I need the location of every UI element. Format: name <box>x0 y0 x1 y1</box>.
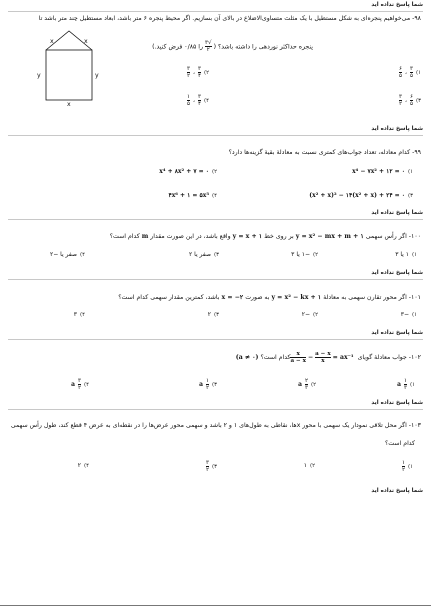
fraction <box>404 378 407 391</box>
fig-label-x-bottom: x <box>67 101 71 108</box>
frac-num: a − x <box>315 350 331 357</box>
option-number: ۱) <box>407 169 413 175</box>
fraction <box>399 66 402 79</box>
condition: (a ≠ ۰) <box>235 354 259 361</box>
frac-num: ۶ <box>399 66 403 72</box>
q102-text-a: ۱۰۲- جواب معادلهٔ گویای <box>357 354 421 361</box>
frac-den: a − x <box>290 357 306 364</box>
fraction <box>187 66 190 79</box>
frac-den: ۲ <box>187 73 191 79</box>
q103-option-2[interactable] <box>304 462 315 470</box>
q99-option-1[interactable] <box>352 168 413 176</box>
option-number: ۳) <box>407 193 413 199</box>
no-answer-label: شما پاسخ نداده اید <box>371 330 423 336</box>
q98-text-2a: پنجره حداکثر نوردهی را داشته باشد؟ ( <box>213 43 313 51</box>
option-number: ۴) <box>79 312 85 318</box>
frac-den: ۲ <box>77 385 81 391</box>
q101-option-2[interactable] <box>302 311 318 319</box>
frac-num: ۱ <box>401 460 405 466</box>
math-variable: a <box>71 380 75 388</box>
fraction <box>410 94 413 107</box>
option-number: ۲) <box>312 312 318 318</box>
q100-text-c: واقع باشد، در این صورت مقدار <box>150 233 231 240</box>
option-text: −۲ <box>301 311 310 318</box>
frac-num: ۳ <box>409 66 413 72</box>
option-number: ۱) <box>411 312 417 318</box>
math-variable: a <box>199 380 203 388</box>
frac-den: ۲ <box>401 467 405 473</box>
option-number: ۴) <box>203 97 209 104</box>
frac-den: x <box>321 357 325 364</box>
separator <box>8 219 423 220</box>
q101-text-a: ۱۰۱- اگر محور تقارن سهمی به معادلهٔ <box>323 294 421 301</box>
option-text: صفر یا ۲ <box>188 251 211 258</box>
frac-den: ۵ <box>187 101 191 107</box>
frac-num: ۲ <box>304 378 308 384</box>
math-expression: x⁴ − ۷x² + ۱۲ = ۰ <box>352 168 405 175</box>
q102-option-3[interactable] <box>199 378 217 391</box>
option-number: ۲) <box>309 463 315 469</box>
q98-text-2b: را ۰/۸۵ فرض کنید.) <box>152 43 204 51</box>
q102-option-2[interactable] <box>298 378 316 391</box>
frac-den: ۲ <box>399 101 403 107</box>
frac-num: ۳ <box>187 66 191 72</box>
math-variable: a <box>298 380 302 388</box>
option-number: ۲) <box>310 381 316 388</box>
frac-num: ۳ <box>77 378 81 384</box>
frac-num: ۶ <box>409 94 413 100</box>
math-expression: y = x² − mx + m + ۱ <box>295 233 364 240</box>
frac-num: ۳ <box>399 94 403 100</box>
frac-den: ۵ <box>409 101 413 107</box>
q100-text-a: ۱۰۰- اگر رأس سهمی <box>365 233 421 240</box>
page-footer-line <box>0 605 431 606</box>
no-answer-label: شما پاسخ نداده اید <box>371 210 423 216</box>
option-number: ۲) <box>203 69 209 76</box>
frac-num: ۳ <box>197 94 201 100</box>
frac-num: ۱ <box>187 94 191 100</box>
q99-option-2[interactable] <box>159 168 217 176</box>
option-text: ۳ <box>73 311 77 318</box>
q101-text <box>118 293 421 302</box>
fraction <box>410 66 413 79</box>
frac-num: x <box>296 350 300 357</box>
frac-num: ۱ <box>403 378 407 384</box>
math-variable: m <box>141 233 149 240</box>
fraction <box>290 351 306 364</box>
fraction <box>198 66 201 79</box>
option-number: ۳) <box>415 97 421 104</box>
option-number: ۱) <box>409 381 415 388</box>
q98-text: ۹۸- می‌خواهیم پنجره‌ای به شکل مستطیل با یک مثلث متساوی‌الاضلاع در بالای آن بسازیم. اگر محیط پنجره ۶ متر باشد، ابعاد مستطیل چند متر باشد تا <box>38 15 421 22</box>
no-answer-label: شما پاسخ نداده اید <box>371 400 423 406</box>
minus-sign: − <box>307 354 314 361</box>
frac-num: ۳ <box>197 66 201 72</box>
frac-den: ۲ <box>205 467 209 473</box>
fraction <box>198 94 201 107</box>
q98-option-4[interactable]: ۴) $\frac{۳}{۴}$ ، $\frac{۱}{۵}$ <box>187 94 209 107</box>
separator <box>8 279 423 280</box>
q99-option-4[interactable] <box>168 192 217 200</box>
fig-label-x-top-left: x <box>50 38 54 45</box>
option-number: ۱) <box>415 69 421 76</box>
frac-den: ۵ <box>409 73 413 79</box>
fig-label-x-top-right: x <box>84 38 88 45</box>
math-expression: y = x + ۱ <box>232 233 263 240</box>
option-number: ۲) <box>312 252 318 258</box>
fraction <box>315 351 331 364</box>
math-expression: y = x² − kx + ۱ <box>271 294 322 301</box>
option-number: ۱) <box>411 252 417 258</box>
fraction <box>402 460 405 473</box>
fig-label-y-right: y <box>95 72 99 79</box>
frac-num: ۳ <box>205 460 209 466</box>
fraction <box>206 378 209 391</box>
q102-option-1[interactable] <box>397 378 415 391</box>
frac-den: ۴ <box>197 73 201 79</box>
option-text: ۱ <box>303 462 307 469</box>
q101-option-1[interactable] <box>401 311 417 319</box>
option-text: −۱ یا ۳ <box>291 251 310 258</box>
sqrt-label: √۳ <box>205 40 212 46</box>
option-number: ۳) <box>213 252 219 258</box>
option-text: ۲ <box>77 462 81 469</box>
option-number: ۴) <box>211 193 217 199</box>
no-answer-label: شما پاسخ نداده اید <box>371 2 423 8</box>
sqrt3-over-2 <box>205 40 212 53</box>
q103-option-1[interactable] <box>402 460 413 473</box>
q103-text: ۱۰۳- اگر محل تلاقی نمودار یک سهمی با محور xها، نقاطی به طول‌های ۱ و ۲ باشد و سهمی محور عرض‌ها را در نقطه‌ای به عرض ۴ قطع کند، طول رأس سهمی <box>10 422 421 429</box>
sqrt-den: ۲ <box>206 47 210 53</box>
window-figure <box>34 28 114 108</box>
frac-den: ۳ <box>403 385 407 391</box>
fig-label-y-left: y <box>37 72 41 79</box>
q100-text-b: بر روی خط <box>264 233 294 240</box>
option-text: صفر یا −۲ <box>49 251 77 258</box>
option-number: ۴) <box>79 252 85 258</box>
q100-option-1[interactable] <box>395 251 417 259</box>
q100-option-2[interactable] <box>291 251 318 259</box>
option-number: ۴) <box>83 463 89 469</box>
math-expression: x⁴ + ۸x² + ۷ = ۰ <box>159 168 209 175</box>
option-text: −۳ <box>400 311 409 318</box>
separator <box>8 135 423 136</box>
q100-text <box>110 232 421 241</box>
option-number: ۱) <box>407 463 413 470</box>
q102-text <box>236 348 421 368</box>
math-variable: a <box>397 380 401 388</box>
separator <box>8 339 423 340</box>
math-expression: ۴x⁶ + ۱ = ۵x³ <box>168 192 209 199</box>
q103-text-line2: کدام است؟ <box>385 440 415 447</box>
fraction <box>78 378 81 391</box>
frac-num: ۱ <box>205 378 209 384</box>
frac-den: ۳ <box>304 385 308 391</box>
math-expression: x = −۲ <box>221 294 244 301</box>
option-text: ۲ <box>207 311 211 318</box>
frac-den: ۴ <box>197 101 201 107</box>
option-number: ۳) <box>211 381 217 388</box>
option-number: ۳) <box>211 463 217 470</box>
q100-option-3[interactable] <box>189 251 219 259</box>
q99-text: ۹۹- کدام معادله، تعداد جواب‌های کمتری نسبت به معادلهٔ بقیهٔ گزینه‌ها دارد؟ <box>228 149 421 156</box>
frac-den: ۲ <box>205 385 209 391</box>
option-number: ۲) <box>211 169 217 175</box>
q98-option-2[interactable]: ۲) $\frac{۳}{۴}$ ، $\frac{۳}{۲}$ <box>187 66 209 79</box>
separator <box>8 409 423 410</box>
q101-option-3[interactable] <box>208 311 219 319</box>
q101-text-c: باشد، کمترین مقدار سهمی کدام است؟ <box>118 294 220 301</box>
q102-option-4[interactable] <box>71 378 89 391</box>
fraction <box>399 94 402 107</box>
math-expression: = ax⁻¹ <box>332 354 354 361</box>
q102-equation <box>290 350 355 364</box>
fraction <box>187 94 190 107</box>
q103-option-3[interactable] <box>206 460 217 473</box>
q101-option-4[interactable] <box>74 311 85 319</box>
no-answer-label: شما پاسخ نداده اید <box>371 126 423 132</box>
option-number: ۳) <box>213 312 219 318</box>
q98-text-line2 <box>152 40 313 53</box>
q98-option-3[interactable]: ۳) $\frac{۶}{۵}$ ، $\frac{۳}{۲}$ <box>399 94 421 107</box>
q99-option-3[interactable] <box>309 192 413 200</box>
fraction <box>206 460 209 473</box>
no-answer-label: شما پاسخ نداده اید <box>371 488 423 494</box>
option-text: ۱ یا ۳ <box>395 251 409 258</box>
fraction <box>305 378 308 391</box>
frac-den: ۵ <box>399 73 403 79</box>
q101-text-b: به صورت <box>245 294 270 301</box>
separator <box>8 11 423 12</box>
q98-option-1[interactable]: ۱) $\frac{۳}{۵}$ ، $\frac{۶}{۵}$ <box>399 66 421 79</box>
q103-option-4[interactable] <box>78 462 89 470</box>
math-expression: (x² + x)² − ۱۴(x² + x) + ۲۴ = ۰ <box>309 192 405 199</box>
q100-text-d: کدام است؟ <box>109 233 140 240</box>
q102-text-b: کدام است؟ <box>260 354 291 361</box>
no-answer-label: شما پاسخ نداده اید <box>371 270 423 276</box>
option-number: ۴) <box>83 381 89 388</box>
q100-option-4[interactable] <box>50 251 85 259</box>
